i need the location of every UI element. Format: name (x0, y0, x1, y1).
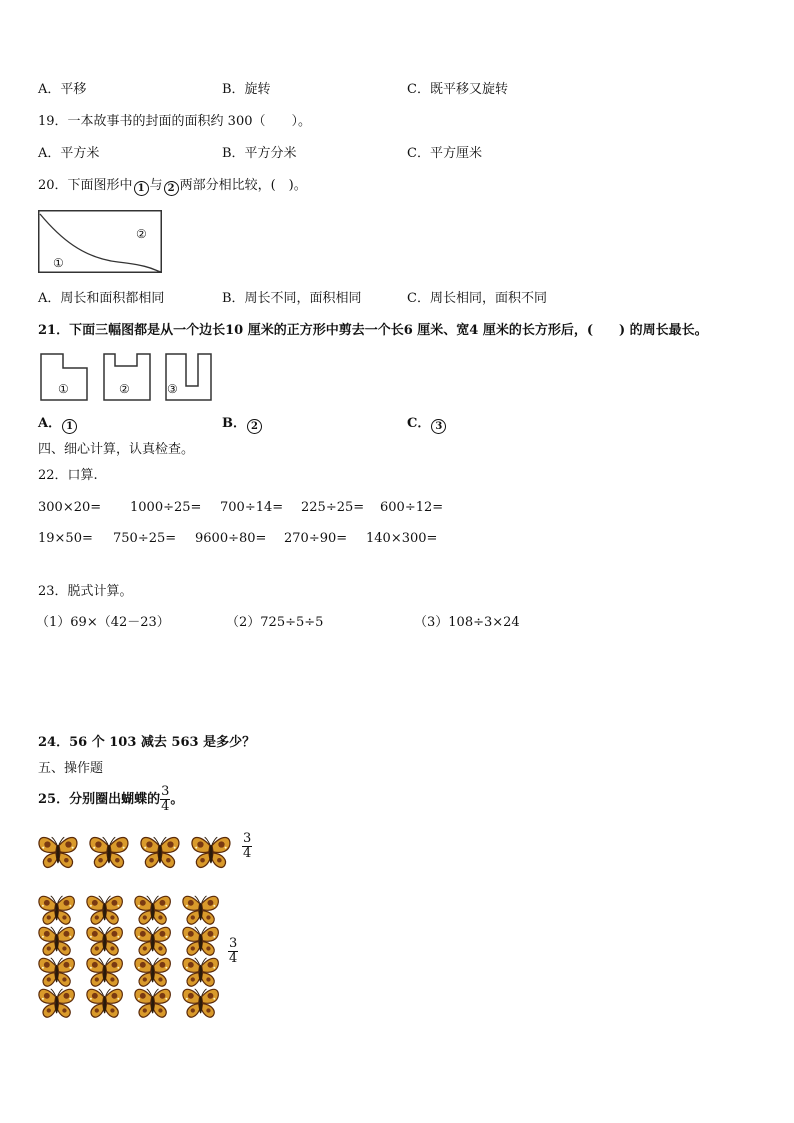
q22-item: 225÷25= (301, 500, 365, 515)
q25-group-2 (38, 893, 258, 1023)
section4-title: 四、细心计算，认真检查。 (38, 442, 195, 457)
butterfly-icon (39, 837, 77, 867)
q25-group-2-fraction (228, 937, 238, 966)
q25-stem-suffix: 。 (170, 792, 184, 807)
q20-figure-label-2: ② (136, 227, 147, 241)
q21-option-c-mark: 3 (431, 419, 446, 434)
q18-option-b: B．旋转 (222, 82, 271, 97)
q20-mark-1: 1 (134, 181, 149, 196)
q21-figure-label-2: ② (119, 382, 130, 396)
butterfly-icon (135, 927, 170, 955)
q25-group-1-fraction-denominator: 4 (243, 846, 252, 861)
butterfly-icon (39, 927, 74, 955)
q21-option-b-prefix: B． (222, 416, 246, 431)
butterfly-icon (183, 958, 218, 986)
q20-option-b: B．周长不同，面积相同 (222, 291, 362, 306)
q21-option-a-mark: 1 (62, 419, 77, 434)
q20-stem-suffix: 两部分相比较，( )。 (179, 178, 307, 193)
q21-figure-label-3: ③ (167, 382, 178, 396)
butterfly-icon (135, 896, 170, 924)
section5-title: 五、操作题 (38, 761, 104, 776)
q21-option-c (407, 416, 447, 434)
butterfly-icon (87, 927, 122, 955)
butterfly-icon (183, 927, 218, 955)
q25-stem (38, 782, 183, 818)
q21-figures (40, 353, 220, 403)
q22-item: 300×20= (38, 500, 102, 515)
q20-option-c: C．周长相同，面积不同 (407, 291, 547, 306)
butterfly-icon (39, 958, 74, 986)
butterfly-icon (87, 989, 122, 1017)
q25-group-1 (38, 831, 258, 880)
q21-stem: 21．下面三幅图都是从一个边长10 厘米的正方形中剪去一个长6 厘米、宽4 厘米的长方形后，( ) 的周长最长。 (38, 323, 708, 338)
q22-item: 9600÷80= (195, 531, 267, 546)
q22-item: 700÷14= (220, 500, 284, 515)
q19-stem: 19．一本故事书的封面的面积约 300（ ）。 (38, 114, 311, 129)
butterfly-icon (135, 989, 170, 1017)
q21-option-b-mark: 2 (247, 419, 262, 434)
q22-item: 19×50= (38, 531, 93, 546)
q20-stem-prefix: 20．下面图形中 (38, 178, 133, 193)
q25-stem-prefix: 25．分别圈出蝴蝶的 (38, 792, 161, 807)
q25-fraction-denominator: 4 (161, 799, 170, 814)
q23-stem: 23．脱式计算。 (38, 584, 133, 599)
q20-mark-2: 2 (164, 181, 179, 196)
q23-item-3: （3）108÷3×24 (414, 615, 520, 630)
q25-fraction-numerator: 3 (161, 784, 170, 799)
q24-stem: 24．56 个 103 减去 563 是多少？ (38, 735, 256, 750)
butterfly-icon (39, 989, 74, 1017)
q22-item: 600÷12= (380, 500, 444, 515)
q22-stem: 22．口算. (38, 468, 98, 483)
butterfly-icon (90, 837, 128, 867)
q25-group-2-butterflies (38, 893, 228, 1023)
q25-fraction (160, 785, 170, 814)
q20-option-a: A．周长和面积都相同 (38, 291, 165, 306)
butterfly-icon (87, 958, 122, 986)
q25-group-2-fraction-denominator: 4 (229, 951, 238, 966)
q21-option-c-prefix: C． (407, 416, 431, 431)
q25-group-1-fraction (242, 832, 252, 861)
q22-item: 270÷90= (284, 531, 348, 546)
q21-option-b (222, 416, 263, 434)
butterfly-icon (87, 896, 122, 924)
q20-figure-label-1: ① (53, 256, 64, 270)
butterfly-icon (39, 896, 74, 924)
q20-stem (38, 178, 307, 196)
q20-stem-mid: 与 (149, 178, 163, 193)
q18-option-c: C．既平移又旋转 (407, 82, 508, 97)
q23-item-1: （1）69×（42－23） (36, 615, 170, 630)
q19-option-b: B．平方分米 (222, 146, 297, 161)
q21-figure-label-1: ① (58, 382, 69, 396)
butterfly-icon (183, 896, 218, 924)
q25-group-2-fraction-numerator: 3 (229, 936, 238, 951)
q19-option-a: A．平方米 (38, 146, 100, 161)
q25-group-1-fraction-numerator: 3 (243, 831, 252, 846)
q21-option-a (38, 416, 78, 434)
q18-option-a: A．平移 (38, 82, 87, 97)
q23-item-2: （2）725÷5÷5 (226, 615, 324, 630)
butterfly-icon (141, 837, 179, 867)
butterfly-icon (135, 958, 170, 986)
butterfly-icon (183, 989, 218, 1017)
q25-group-1-butterflies (38, 834, 248, 872)
q22-item: 750÷25= (113, 531, 177, 546)
q22-item: 140×300= (366, 531, 438, 546)
q20-figure (38, 210, 162, 273)
butterfly-icon (192, 837, 230, 867)
q22-item: 1000÷25= (130, 500, 202, 515)
q21-option-a-prefix: A． (38, 416, 62, 431)
q19-option-c: C．平方厘米 (407, 146, 482, 161)
